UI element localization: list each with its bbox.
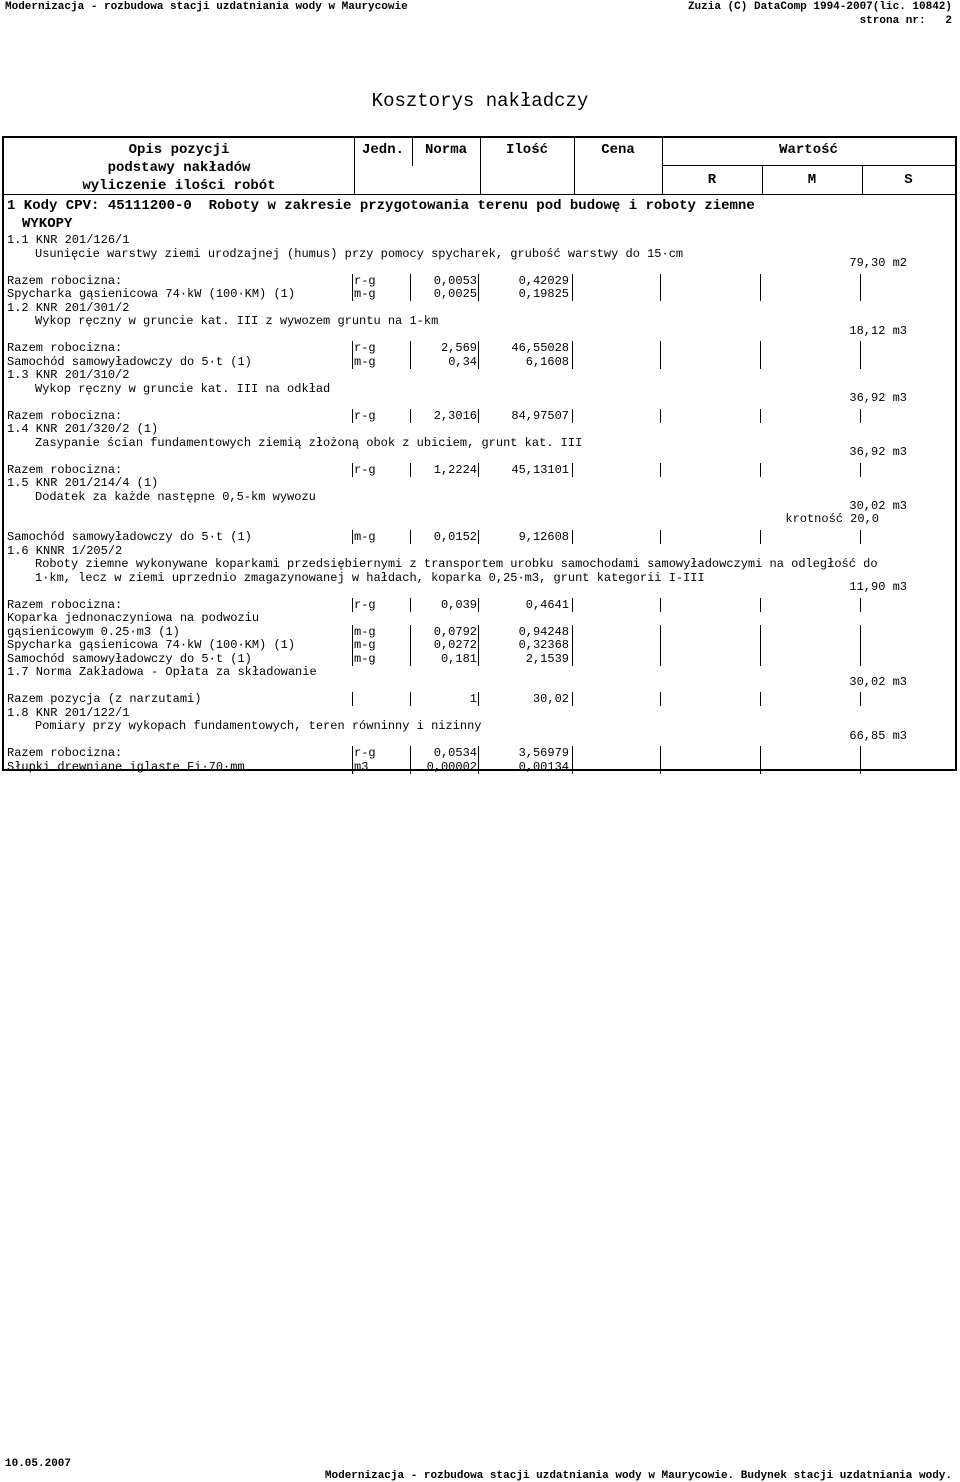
cell-divider [860, 625, 861, 639]
cell-divider [860, 287, 861, 301]
cell-divider [410, 692, 411, 706]
col-opis-header [4, 141, 354, 195]
cell-divider [660, 638, 661, 652]
cell-divider [572, 652, 573, 666]
resource-unit: r-g [354, 462, 376, 477]
col-jedn-header: Jedn. [361, 142, 404, 158]
resource-label: Razem robocizna: [7, 408, 123, 423]
cell-divider [352, 287, 353, 301]
cell-divider [410, 746, 411, 760]
cell-divider [660, 287, 661, 301]
col-r-header: R [707, 172, 717, 188]
cell-divider [860, 760, 861, 774]
resource-norma: 2,3016 [433, 408, 477, 423]
cell-divider [410, 287, 411, 301]
cell-divider [760, 760, 761, 774]
item-quantity: 30,02 m3 [849, 499, 907, 513]
resource-unit: r-g [354, 408, 376, 423]
cell-divider [478, 341, 479, 355]
resource-label: Słupki drewniane iglaste Fi·70·mm [7, 759, 245, 774]
cell-divider [478, 287, 479, 301]
cell-divider [660, 625, 661, 639]
resource-unit: r-g [354, 597, 376, 612]
item-quantity: 11,90 m3 [849, 580, 907, 594]
cell-divider [410, 274, 411, 288]
cell-divider [760, 287, 761, 301]
item-quantity: 18,12 m3 [849, 323, 907, 338]
cell-divider [572, 598, 573, 612]
resource-unit: m-g [354, 624, 376, 639]
cell-divider [572, 760, 573, 774]
header-project-title: Modernizacja - rozbudowa stacji uzdatniania wody w Maurycowie [5, 1, 408, 13]
document-title: Kosztorys nakładczy [371, 90, 589, 112]
cell-divider [572, 355, 573, 369]
item-multiplier: krotność 20,0 [785, 511, 879, 526]
resource-norma: 1,2224 [433, 462, 477, 477]
cell-divider [760, 625, 761, 639]
resource-norma: 1 [469, 692, 477, 706]
resource-quantity: 45,13101 [511, 462, 569, 477]
resource-unit: m-g [354, 638, 376, 652]
cell-divider [860, 746, 861, 760]
resource-label: Razem robocizna: [7, 462, 123, 477]
item-code: 1.2 KNR 201/301/2 [7, 300, 130, 315]
cell-divider [478, 638, 479, 652]
cost-table [2, 136, 957, 774]
cell-divider [352, 760, 353, 774]
cell-divider [410, 625, 411, 639]
cell-divider [572, 287, 573, 301]
cell-divider [760, 341, 761, 355]
cell-divider [352, 652, 353, 666]
cell-divider [572, 530, 573, 544]
footer-date: 10.05.2007 [5, 1458, 72, 1470]
resource-quantity: 0,42029 [518, 273, 569, 288]
cell-divider [760, 638, 761, 652]
cell-divider [352, 746, 353, 760]
cell-divider [660, 341, 661, 355]
cell-divider [760, 355, 761, 369]
resource-label: Spycharka gąsienicowa 74·kW (100·KM) (1) [7, 638, 296, 652]
resource-quantity: 0,94248 [518, 624, 569, 639]
resource-unit: r-g [354, 746, 376, 760]
cell-divider [760, 409, 761, 423]
item-code: 1.6 KNNR 1/205/2 [7, 543, 123, 558]
resource-quantity: 9,12608 [518, 530, 569, 544]
cell-divider [860, 652, 861, 666]
item-description: Zasypanie ścian fundamentowych ziemią złożoną obok z ubiciem, grunt kat. III [35, 435, 583, 450]
resource-quantity: 0,32368 [518, 638, 569, 652]
resource-label: Razem robocizna: [7, 341, 123, 355]
item-quantity: 79,30 m2 [849, 256, 907, 270]
cell-divider [572, 746, 573, 760]
col-cena-header: Cena [601, 142, 635, 158]
col-opis-line3: wyliczenie ilości robót [82, 178, 276, 194]
cell-divider [572, 625, 573, 639]
cell-divider [572, 341, 573, 355]
cell-divider [478, 463, 479, 477]
resource-unit: r-g [354, 273, 376, 288]
cell-divider [410, 355, 411, 369]
footer-project: Modernizacja - rozbudowa stacji uzdatniania wody w Maurycowie. Budynek stacji uzdatniania wody. [324, 1470, 952, 1482]
col-m-header: M [807, 172, 817, 188]
resource-norma: 0,0272 [433, 638, 477, 652]
page-footer [0, 1446, 960, 1482]
resource-quantity: 2,1539 [525, 651, 569, 666]
item-code: 1.8 KNR 201/122/1 [7, 705, 130, 720]
item-code: 1.3 KNR 201/310/2 [7, 368, 130, 382]
resource-norma: 0,0025 [433, 287, 477, 301]
cell-divider [660, 598, 661, 612]
cell-divider [410, 463, 411, 477]
cell-divider [660, 530, 661, 544]
item-quantity: 36,92 m3 [849, 445, 907, 459]
cell-divider [860, 530, 861, 544]
resource-unit: m-g [354, 287, 376, 301]
cell-divider [660, 355, 661, 369]
col-norma-header: Norma [424, 142, 467, 158]
page-number: 2 [945, 15, 952, 27]
cell-divider [478, 530, 479, 544]
cell-divider [478, 760, 479, 774]
cell-divider [860, 638, 861, 652]
header-page-indicator [860, 15, 952, 27]
cell-divider [478, 274, 479, 288]
cell-divider [760, 746, 761, 760]
section-subtitle: WYKOPY [22, 216, 73, 232]
resource-norma: 0,34 [448, 354, 477, 369]
resource-quantity: 30,02 [532, 692, 569, 706]
cell-divider [352, 409, 353, 423]
cell-divider [478, 409, 479, 423]
cell-divider [572, 409, 573, 423]
resource-label: Samochód samowyładowczy do 5·t (1) [7, 530, 252, 544]
resource-unit: m-g [354, 354, 376, 369]
resource-quantity: 0,19825 [518, 287, 569, 301]
cell-divider [760, 530, 761, 544]
resource-label: Razem robocizna: [7, 597, 123, 612]
resource-norma: 0,039 [440, 597, 477, 612]
cell-divider [410, 341, 411, 355]
resource-label: gąsienicowym 0.25·m3 (1) [7, 624, 180, 639]
cell-divider [410, 409, 411, 423]
cell-divider [410, 760, 411, 774]
item-code: 1.7 Norma Zakładowa - Opłata za składowanie [7, 665, 317, 679]
resource-label: Razem robocizna: [7, 273, 123, 288]
section-title: 1 Kody CPV: 45111200-0 Roboty w zakresie przygotowania terenu pod budowę i roboty ziemne [7, 198, 755, 214]
item-description: 1·km, lecz w ziemi uprzednio zmagazynowanej w hałdach, koparka 0,25·m3, grunt kategorii I-III [35, 570, 705, 585]
cell-divider [352, 463, 353, 477]
resource-quantity: 46,55028 [511, 341, 569, 355]
header-software-info: Zuzia (C) DataComp 1994-2007(lic. 10842) [687, 1, 952, 13]
resource-quantity: 0,4641 [525, 597, 569, 612]
cell-divider [860, 463, 861, 477]
cell-divider [410, 530, 411, 544]
cell-divider [660, 652, 661, 666]
item-quantity: 36,92 m3 [849, 391, 907, 405]
resource-label: Spycharka gąsienicowa 74·kW (100·KM) (1) [7, 287, 296, 301]
cell-divider [760, 598, 761, 612]
cell-divider [860, 274, 861, 288]
resource-norma: 0,181 [440, 651, 477, 666]
cell-divider [760, 274, 761, 288]
resource-quantity: 3,56979 [518, 746, 569, 760]
cell-divider [760, 463, 761, 477]
cell-divider [410, 638, 411, 652]
cell-divider [352, 598, 353, 612]
cell-divider [352, 341, 353, 355]
cell-divider [860, 598, 861, 612]
item-description: Dodatek za każde następne 0,5-km wywozu [35, 489, 316, 504]
resource-label: Razem robocizna: [7, 746, 123, 760]
resource-quantity: 6,1608 [525, 354, 569, 369]
cell-divider [478, 746, 479, 760]
cell-divider [352, 530, 353, 544]
cell-divider [352, 638, 353, 652]
resource-norma: 2,569 [440, 341, 477, 355]
cell-divider [410, 598, 411, 612]
cell-divider [352, 692, 353, 706]
item-description: Wykop ręczny w gruncie kat. III z wywozem gruntu na 1-km [35, 314, 439, 328]
cell-divider [572, 638, 573, 652]
resource-unit: m3 [354, 759, 369, 774]
item-quantity: 30,02 m3 [849, 674, 907, 689]
cell-divider [352, 625, 353, 639]
cell-divider [860, 355, 861, 369]
resource-norma: 0,0534 [433, 746, 477, 760]
cell-divider [760, 652, 761, 666]
item-description: Wykop ręczny w gruncie kat. III na odkład [35, 381, 331, 396]
cell-divider [352, 274, 353, 288]
item-description: Roboty ziemne wykonywane koparkami przedsiębiernymi z transportem urobku samochodami samowyładowczymi na odległość do [35, 557, 878, 571]
cell-divider [478, 598, 479, 612]
resource-label: Koparka jednonaczyniowa na podwoziu [7, 611, 260, 625]
page-label: strona nr: [859, 15, 926, 27]
resource-label: Samochód samowyładowczy do 5·t (1) [7, 354, 252, 369]
cell-divider [860, 409, 861, 423]
col-wartosc-header: Wartość [779, 142, 838, 158]
resource-norma: 0,0792 [433, 624, 477, 639]
resource-label: Razem pozycja (z narzutami) [7, 692, 202, 706]
item-code: 1.1 KNR 201/126/1 [7, 233, 130, 247]
cell-divider [860, 692, 861, 706]
cell-divider [572, 463, 573, 477]
item-quantity: 66,85 m3 [849, 728, 907, 743]
cell-divider [760, 692, 761, 706]
cell-divider [352, 355, 353, 369]
cell-divider [860, 341, 861, 355]
cell-divider [410, 652, 411, 666]
col-opis-line1: Opis pozycji [128, 142, 230, 158]
item-code: 1.5 KNR 201/214/4 (1) [7, 476, 159, 490]
resource-quantity: 84,97507 [511, 408, 569, 423]
cell-divider [478, 355, 479, 369]
cell-divider [572, 692, 573, 706]
cell-divider [660, 409, 661, 423]
col-opis-line2: podstawy nakładów [107, 160, 251, 176]
resource-norma: 0,0152 [433, 530, 477, 544]
resource-norma: 0,0053 [433, 273, 477, 288]
resource-quantity: 0,00134 [518, 759, 569, 774]
col-s-header: S [904, 172, 913, 188]
cell-divider [660, 692, 661, 706]
cell-divider [478, 692, 479, 706]
item-code: 1.4 KNR 201/320/2 (1) [7, 422, 159, 436]
cell-divider [660, 746, 661, 760]
resource-unit: r-g [354, 341, 376, 355]
page-header [0, 0, 960, 32]
item-description: Usunięcie warstwy ziemi urodzajnej (humus) przy pomocy spycharek, grubość warstwy do 15·cm [35, 246, 684, 261]
col-ilosc-header: Ilość [505, 142, 548, 158]
resource-unit: m-g [354, 530, 376, 544]
cell-divider [660, 274, 661, 288]
cell-divider [478, 625, 479, 639]
cell-divider [660, 463, 661, 477]
cell-divider [478, 652, 479, 666]
resource-label: Samochód samowyładowczy do 5·t (1) [7, 651, 252, 666]
resource-unit: m-g [354, 651, 376, 666]
cell-divider [572, 274, 573, 288]
item-description: Pomiary przy wykopach fundamentowych, teren równinny i nizinny [35, 719, 482, 733]
cell-divider [660, 760, 661, 774]
resource-norma: 0,00002 [426, 759, 477, 774]
